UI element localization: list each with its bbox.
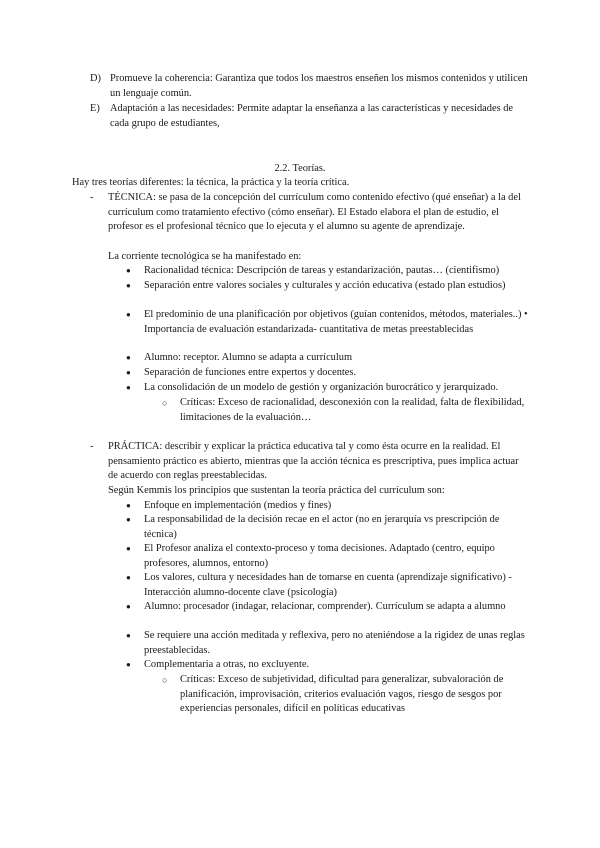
intro-paragraph: Hay tres teorías diferentes: la técnica, la práctica y la teoría crítica.	[72, 177, 350, 188]
list-item: ● Separación entre valores sociales y culturales y acción educativa (estado plan estudios)	[126, 279, 530, 294]
list-marker: E)	[90, 103, 100, 114]
practica-text: PRÁCTICA: describir y explicar la práctica educativa tal y como ésta ocurre en la realidad. El pensamiento práctico es abierto, mientras que la acción técnica es prescriptiva, pues implica actuar de acuerdo con reglas preestablecidas.	[108, 441, 519, 482]
practica-item	[90, 440, 530, 484]
list-item-d	[90, 72, 530, 101]
critica-item	[162, 673, 530, 717]
list-item: ● Los valores, cultura y necesidades han de tomarse en cuenta (aprendizaje significativo) -Interacción alumno-docente clave (psicología)	[126, 572, 512, 598]
tecnica-item	[90, 191, 530, 235]
bullet-icon: ●	[126, 544, 131, 553]
list-item: ● El Profesor analiza el contexto-proceso y toma decisiones. Adaptado (centro, equipo profesores, alumnos, entorno)	[126, 543, 495, 569]
critica-text: Críticas: Exceso de racionalidad, desconexión con la realidad, falta de flexibilidad, limitaciones de la evaluación…	[180, 397, 525, 423]
list-item: ● La consolidación de un modelo de gestión y organización burocrático y jerarquizado.	[126, 381, 530, 396]
list-item: ● Se requiere una acción meditada y reflexiva, pero no ateniéndose a la rigidez de unas reglas preestablecidas.	[126, 630, 525, 656]
section-heading: 2.2. Teorías.	[274, 163, 326, 174]
bullet-icon: ●	[126, 660, 131, 669]
list-item: ● El predominio de una planificación por objetivos (guían contenidos, métodos, materiales..) • Importancia de evaluación estandarizada- cuantitativa de metas preestablecidas	[126, 309, 528, 335]
list-item: ● Racionalidad técnica: Descripción de tareas y estandarización, pautas… (cientifismo)	[126, 264, 530, 279]
list-item-text: Adaptación a las necesidades: Permite adaptar la enseñanza a las características y necesidades de cada grupo de estudiantes,	[110, 103, 514, 129]
bullet-icon: ●	[126, 383, 131, 392]
list-item: ● Alumno: receptor. Alumno se adapta a currículum	[126, 351, 530, 366]
list-item: ● Alumno: procesador (indagar, relacionar, comprender). Currículum se adapta a alumno	[126, 600, 530, 615]
dash-marker: -	[90, 441, 94, 452]
list-item: ● Enfoque en implementación (medios y fines)	[126, 499, 530, 514]
bullet-icon: ●	[126, 368, 131, 377]
list-item-text: Promueve la coherencia: Garantiza que todos los maestros enseñen los mismos contenidos y utilicen un lenguaje común.	[110, 73, 528, 99]
bullet-icon: ●	[126, 515, 131, 524]
tecnica-lead: La corriente tecnológica se ha manifestado en:	[108, 251, 302, 262]
list-item: ● La responsabilidad de la decisión recae en el actor (no en jerarquía vs prescripción de técnica)	[126, 514, 500, 540]
bullet-icon: ●	[126, 573, 131, 582]
list-marker: D)	[90, 73, 101, 84]
bullet-icon: ●	[126, 602, 131, 611]
critica-text: Críticas: Exceso de subjetividad, dificultad para generalizar, subvaloración de planificación, improvisación, criterios evaluación vagos, riesgo de sesgos por experiencias personales, difícil en políticas educativas	[180, 674, 504, 715]
list-item-e	[90, 102, 530, 131]
circle-bullet-icon: ○	[162, 675, 168, 685]
bullet-icon: ●	[126, 501, 131, 510]
bullet-icon: ●	[126, 353, 131, 362]
bullet-icon: ●	[126, 281, 131, 290]
list-item: ● Separación de funciones entre expertos y docentes.	[126, 366, 530, 381]
bullet-icon: ●	[126, 631, 131, 640]
tecnica-text: TÉCNICA: se pasa de la concepción del currículum como contenido efectivo (qué enseñar) a la del currículum como tratamiento efectivo (cómo enseñar). El Estado elabora el plan de estudio, el profesor es el profesional técnico que lo ejecuta y el alumno su agente de aprendizaje.	[108, 192, 521, 233]
practica-lead: Según Kemmis los principios que sustentan la teoría práctica del currículum son:	[108, 485, 445, 496]
critica-item	[162, 396, 530, 425]
dash-marker: -	[90, 192, 94, 203]
bullet-icon: ●	[126, 310, 131, 319]
bullet-icon: ●	[126, 266, 131, 275]
circle-bullet-icon: ○	[162, 398, 168, 408]
list-item: ● Complementaria a otras, no excluyente.	[126, 658, 530, 673]
